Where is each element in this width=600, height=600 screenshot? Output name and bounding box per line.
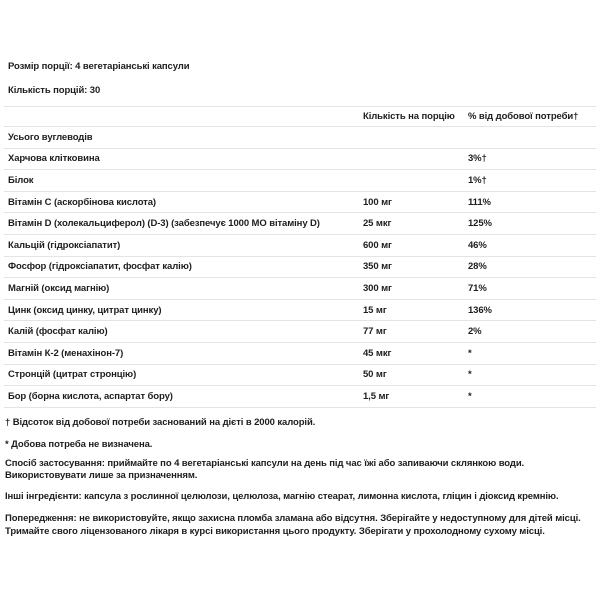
directions-paragraph [4, 458, 596, 482]
nutrient-dv: 111% [468, 196, 491, 208]
nutrient-label: Стронцій (цитрат стронцію) [8, 369, 137, 381]
serving-size-text: Розмір порції: 4 вегетаріанські капсули [8, 61, 190, 72]
supplement-facts-table [4, 106, 596, 408]
nutrient-amount: 1,5 мг [363, 390, 390, 402]
nutrient-dv: 125% [468, 218, 492, 230]
nutrient-dv: 3%† [468, 153, 487, 165]
table-row [4, 149, 596, 171]
table-row [4, 321, 596, 343]
nutrient-amount: 100 мг [363, 196, 392, 208]
table-row [4, 278, 596, 300]
nutrient-dv: * [468, 347, 472, 359]
nutrient-label: Цинк (оксид цинку, цитрат цинку) [8, 304, 162, 316]
nutrient-amount: 350 мг [363, 261, 392, 273]
table-row [4, 213, 596, 235]
nutrient-amount: 25 мкг [363, 218, 392, 230]
table-row [4, 343, 596, 365]
table-row [4, 170, 596, 192]
warnings-paragraph [4, 512, 596, 538]
table-row [4, 386, 596, 408]
table-row [4, 127, 596, 149]
nutrient-dv: 28% [468, 261, 487, 273]
nutrient-label: Вітамін К-2 (менахінон-7) [8, 347, 124, 359]
nutrient-label: Усього вуглеводів [8, 131, 93, 143]
nutrient-amount: 45 мкг [363, 347, 392, 359]
nutrient-label: Магній (оксид магнію) [8, 282, 110, 294]
table-row [4, 300, 596, 322]
nutrient-label: Вітамін C (аскорбінова кислота) [8, 196, 156, 208]
directions-line: Використовувати лише за призначенням. [5, 469, 198, 481]
nutrient-amount: 300 мг [363, 282, 392, 294]
nutrient-amount: 77 мг [363, 326, 387, 338]
nutrient-label: Харчова клітковина [8, 153, 100, 165]
table-row [4, 192, 596, 214]
not-established-footnote: * Добова потреба не визначена. [5, 438, 153, 450]
nutrient-amount: 600 мг [363, 239, 392, 251]
nutrient-dv: * [468, 369, 472, 381]
header-percent-daily-value: % від добової потреби† [468, 111, 579, 122]
nutrient-amount: 15 мг [363, 304, 387, 316]
nutrient-label: Калій (фосфат калію) [8, 326, 108, 338]
header-amount-per-serving: Кількість на порцію [363, 111, 455, 122]
nutrient-label: Кальцій (гідроксіапатит) [8, 239, 121, 251]
nutrient-dv: * [468, 390, 472, 402]
table-row [4, 257, 596, 279]
nutrient-dv: 1%† [468, 174, 487, 186]
table-row [4, 365, 596, 387]
servings-per-container-text: Кількість порцій: 30 [8, 84, 101, 96]
nutrient-label: Фосфор (гідроксіапатит, фосфат калію) [8, 261, 192, 273]
nutrient-dv: 46% [468, 239, 487, 251]
directions-line: Спосіб застосування: приймайте по 4 вегетаріанські капсули на день під час їжі або запиваючи склянкою води. [5, 457, 525, 469]
footnotes-section [4, 416, 596, 539]
table-header-row [4, 107, 596, 127]
nutrient-label: Бор (борна кислота, аспартат бору) [8, 390, 173, 402]
other-ingredients-paragraph: Інші інгредієнти: капсула з рослинної целюлози, целюлоза, магнію стеарат, лимонна кислота, гліцин і діоксид кремнію. [5, 490, 559, 502]
nutrient-label: Вітамін D (холекальциферол) (D-3) (забезпечує 1000 МО вітаміну D) [8, 218, 320, 230]
nutrient-label: Білок [8, 174, 34, 186]
daily-value-footnote: † Відсоток від добової потреби заснований на дієті в 2000 калорій. [5, 416, 316, 428]
warnings-line: Тримайте свого ліцензованого лікаря в курсі використання цього продукту. Зберігати у прохолодному сухому місці. [5, 526, 545, 538]
nutrient-dv: 136% [468, 304, 492, 316]
nutrient-dv: 71% [468, 282, 487, 294]
warnings-line: Попередження: не використовуйте, якщо захисна пломба зламана або відсутня. Зберігайте у недоступному для дітей місці. [5, 513, 581, 525]
nutrient-dv: 2% [468, 326, 482, 338]
nutrient-amount: 50 мг [363, 369, 387, 381]
table-row [4, 235, 596, 257]
supplement-facts-panel [4, 0, 596, 538]
